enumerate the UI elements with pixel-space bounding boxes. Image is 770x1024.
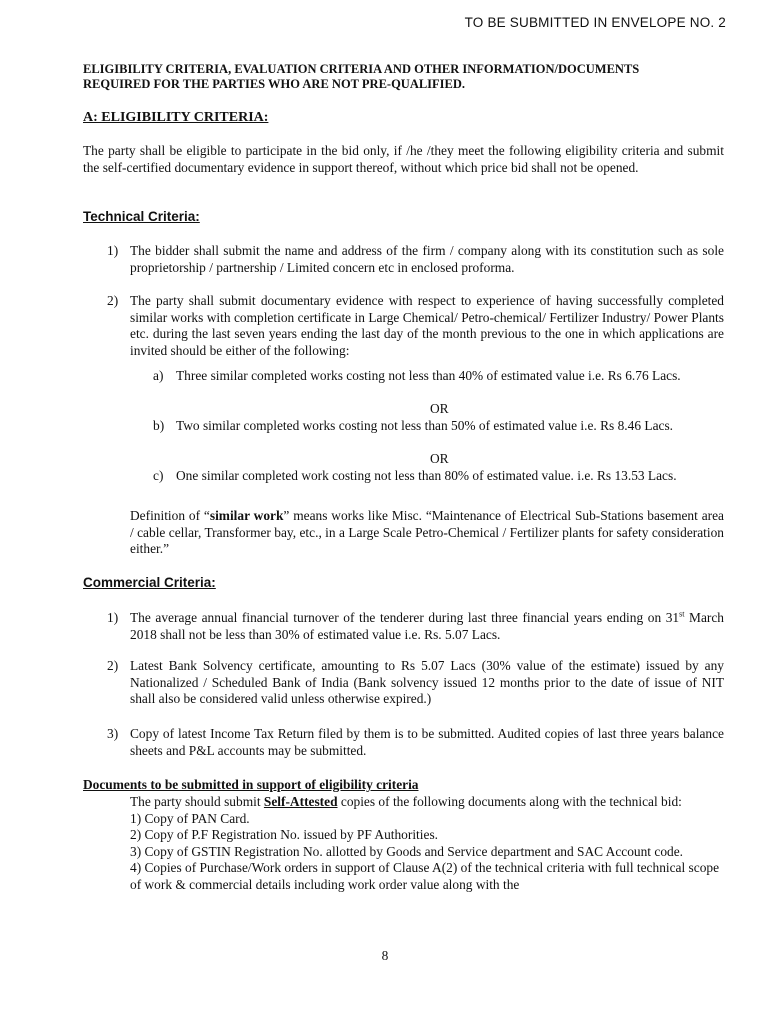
documents-list bbox=[130, 794, 724, 893]
comm-item-1 bbox=[130, 610, 724, 643]
comm-item-1-superscript: st bbox=[679, 609, 685, 619]
or-separator-1: OR bbox=[430, 401, 449, 416]
section-a-heading: A: ELIGIBILITY CRITERIA: bbox=[83, 110, 269, 125]
sub-item-c: One similar completed work costing not less than 80% of estimated value. i.e. Rs 13.53 Lacs. bbox=[176, 468, 677, 483]
definition-rest: ” means works like Misc. “Maintenance of Electrical Sub-Stations basement area / cable cellar, Transformer bay, etc., in a Large Scale Petro-Chemical / Fertilizer plants for safety consideration either.” bbox=[130, 508, 724, 556]
envelope-note: TO BE SUBMITTED IN ENVELOPE NO. 2 bbox=[464, 15, 726, 30]
comm-item-1-text-end: March 2018 shall not be less than 30% of estimated value i.e. Rs. 5.07 Lacs. bbox=[130, 610, 725, 642]
documents-intro-pre: The party should submit bbox=[130, 794, 264, 809]
documents-intro bbox=[130, 794, 724, 811]
document-item-4: 4) Copies of Purchase/Work orders in support of Clause A(2) of the technical criteria with full technical scope of work & commercial details including work order value along with the bbox=[130, 860, 720, 892]
tech-item-1-number: 1) bbox=[107, 243, 119, 258]
self-attested-emphasis: Self-Attested bbox=[263, 794, 338, 809]
commercial-criteria-heading: Commercial Criteria: bbox=[83, 575, 216, 590]
sub-item-c-label: c) bbox=[153, 468, 164, 483]
comm-item-1-number: 1) bbox=[107, 610, 119, 625]
tech-item-2-number: 2) bbox=[107, 293, 119, 308]
sub-item-b: Two similar completed works costing not less than 50% of estimated value i.e. Rs 8.46 Lacs. bbox=[176, 418, 674, 433]
similar-work-definition bbox=[130, 508, 724, 558]
title-line-2: REQUIRED FOR THE PARTIES WHO ARE NOT PRE-QUALIFIED. bbox=[83, 77, 466, 91]
comm-item-2-number: 2) bbox=[107, 658, 119, 673]
sub-item-a-label: a) bbox=[153, 368, 164, 383]
page-number: 8 bbox=[381, 948, 389, 963]
document-item-3: 3) Copy of GSTIN Registration No. allotted by Goods and Service department and SAC Account code. bbox=[130, 843, 684, 859]
comm-item-3: Copy of latest Income Tax Return filed by them is to be submitted. Audited copies of last three years balance sheets and P&L accounts may be submitted. bbox=[130, 726, 724, 758]
document-title bbox=[83, 62, 728, 92]
document-item-2: 2) Copy of P.F Registration No. issued by PF Authorities. bbox=[130, 827, 439, 842]
definition-prefix: Definition of “ bbox=[130, 508, 210, 523]
tech-item-2: The party shall submit documentary evidence with respect to experience of having successfully completed similar works with completion certificate in Large Chemical/ Petro-chemical/ Fertilizer Industry/ Power Plants etc. during the last seven years ending the last day of the month previous to the one in which applications are invited should be either of the following: bbox=[130, 293, 724, 358]
comm-item-1-text: The average annual financial turnover of the tenderer during last three financial years ending on 31 bbox=[130, 610, 680, 625]
sub-item-b-label: b) bbox=[153, 418, 165, 433]
or-separator-2: OR bbox=[430, 451, 449, 466]
document-item-1: 1) Copy of PAN Card. bbox=[130, 810, 250, 826]
title-line-1: ELIGIBILITY CRITERIA, EVALUATION CRITERIA AND OTHER INFORMATION/DOCUMENTS bbox=[83, 62, 640, 76]
tech-item-1: The bidder shall submit the name and address of the firm / company along with its constitution such as sole proprietorship / partnership / Limited concern etc in enclosed proforma. bbox=[130, 243, 724, 275]
comm-item-2: Latest Bank Solvency certificate, amounting to Rs 5.07 Lacs (30% value of the estimate) issued by any Nationalized / Scheduled Bank of India (Bank solvency issued 12 months prior to the date of issue of NIT shall also be considered valid unless otherwise expired.) bbox=[130, 658, 724, 706]
technical-criteria-heading: Technical Criteria: bbox=[83, 209, 200, 224]
definition-term: similar work bbox=[209, 508, 284, 523]
eligibility-intro: The party shall be eligible to participate in the bid only, if /he /they meet the following eligibility criteria and submit the self-certified documentary evidence in support thereof, without which price bid shall not be opened. bbox=[83, 143, 724, 175]
comm-item-3-number: 3) bbox=[107, 726, 119, 741]
documents-intro-post: copies of the following documents along with the technical bid: bbox=[337, 794, 682, 809]
sub-item-a: Three similar completed works costing not less than 40% of estimated value i.e. Rs 6.76 Lacs. bbox=[176, 368, 681, 383]
documents-heading: Documents to be submitted in support of eligibility criteria bbox=[83, 777, 419, 792]
